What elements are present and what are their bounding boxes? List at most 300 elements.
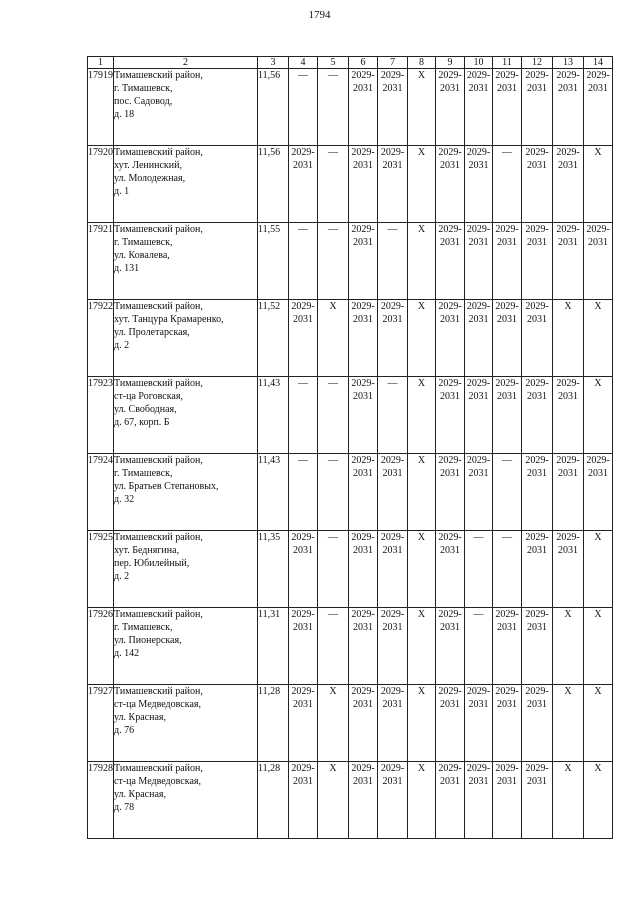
address-line: д. 32 (114, 494, 135, 505)
period-cell (349, 300, 378, 377)
address-line: пер. Юбилейный, (114, 558, 190, 569)
period-cell (465, 608, 493, 685)
address-line: ул. Красная, (114, 789, 166, 800)
period-value: 2029-2031 (495, 763, 519, 787)
period-cell (553, 300, 584, 377)
address-line: хут. Ленинский, (114, 160, 182, 171)
address-line: г. Тимашевск, (114, 622, 173, 633)
period-cell (378, 454, 408, 531)
period-value: — (328, 70, 338, 81)
period-value: — (328, 147, 338, 158)
period-cell (436, 300, 465, 377)
period-cell (349, 223, 378, 300)
period-value: X (564, 686, 572, 697)
table-row (88, 608, 613, 685)
period-cell (349, 531, 378, 608)
period-cell (584, 377, 613, 454)
period-value: 2029-2031 (351, 378, 375, 402)
address-cell (114, 762, 258, 839)
address-cell (114, 300, 258, 377)
period-value: 2029-2031 (556, 147, 580, 171)
period-cell (465, 685, 493, 762)
period-value: 2029-2031 (380, 686, 405, 710)
period-cell (349, 685, 378, 762)
row-number: 17926 (88, 608, 114, 685)
period-cell (318, 608, 349, 685)
column-header: 5 (318, 57, 349, 69)
period-value: 2029-2031 (525, 301, 549, 325)
period-cell (493, 146, 522, 223)
period-value: 2029-2031 (380, 532, 405, 556)
period-cell (318, 685, 349, 762)
period-value: 2029-2031 (495, 378, 519, 402)
period-value: 2029-2031 (495, 224, 519, 248)
column-header: 6 (349, 57, 378, 69)
table-row (88, 377, 613, 454)
column-header: 7 (378, 57, 408, 69)
address-line: хут. Танцура Крамаренко, (114, 314, 224, 325)
period-value: — (298, 224, 308, 235)
period-cell (289, 69, 318, 146)
column-header: 10 (465, 57, 493, 69)
period-cell (436, 531, 465, 608)
period-value: 2029-2031 (466, 763, 491, 787)
period-value: 2029-2031 (525, 763, 549, 787)
column-header: 9 (436, 57, 465, 69)
period-value: X (417, 686, 426, 697)
period-cell (289, 300, 318, 377)
period-cell (289, 223, 318, 300)
period-value: 2029-2031 (351, 532, 375, 556)
period-value: 2029-2031 (466, 147, 491, 171)
period-value: 2029-2031 (438, 301, 462, 325)
period-cell (408, 531, 436, 608)
period-value: X (594, 147, 602, 158)
address-line: Тимашевский район, (114, 532, 203, 543)
period-value: 2029-2031 (466, 70, 491, 94)
period-cell (522, 608, 553, 685)
period-cell (408, 300, 436, 377)
period-cell (318, 69, 349, 146)
period-value: 2029-2031 (466, 686, 491, 710)
column-header: 4 (289, 57, 318, 69)
address-line: пос. Садовод, (114, 96, 173, 107)
period-value: 2029-2031 (351, 147, 375, 171)
period-value: X (417, 455, 426, 466)
period-value: X (594, 609, 602, 620)
period-cell (584, 300, 613, 377)
period-value: 2029-2031 (466, 301, 491, 325)
period-cell (584, 69, 613, 146)
period-cell (378, 377, 408, 454)
area-cell: 11,52 (258, 300, 289, 377)
period-value: 2029-2031 (466, 224, 491, 248)
period-value: 2029-2031 (291, 609, 315, 633)
period-value: — (298, 70, 308, 81)
period-value: X (594, 532, 602, 543)
period-value: X (594, 301, 602, 312)
period-cell (318, 454, 349, 531)
period-value: X (329, 301, 337, 312)
address-line: д. 67, корп. Б (114, 417, 170, 428)
period-cell (493, 223, 522, 300)
table-row (88, 223, 613, 300)
period-cell (289, 608, 318, 685)
period-cell (465, 762, 493, 839)
period-value: 2029-2031 (438, 686, 462, 710)
period-cell (493, 685, 522, 762)
period-cell (408, 377, 436, 454)
address-line: Тимашевский район, (114, 224, 203, 235)
period-cell (553, 223, 584, 300)
table-row (88, 146, 613, 223)
header-row (88, 57, 613, 69)
period-value: X (564, 609, 572, 620)
row-number: 17927 (88, 685, 114, 762)
period-cell (349, 762, 378, 839)
period-cell (436, 608, 465, 685)
period-value: 2029-2031 (525, 455, 549, 479)
address-line: Тимашевский район, (114, 455, 203, 466)
row-number: 17922 (88, 300, 114, 377)
period-value: 2029-2031 (380, 609, 405, 633)
period-value: 2029-2031 (351, 70, 375, 94)
period-cell (318, 377, 349, 454)
period-value: 2029-2031 (380, 763, 405, 787)
period-cell (318, 762, 349, 839)
period-value: 2029-2031 (525, 70, 549, 94)
page-number: 1794 (308, 9, 331, 21)
period-cell (465, 146, 493, 223)
period-value: X (417, 763, 426, 774)
period-value: — (473, 532, 484, 543)
period-value: X (594, 686, 602, 697)
address-line: д. 78 (114, 802, 135, 813)
period-value: 2029-2031 (525, 224, 549, 248)
address-line: д. 18 (114, 109, 135, 120)
period-value: 2029-2031 (380, 70, 405, 94)
address-cell (114, 531, 258, 608)
period-cell (408, 454, 436, 531)
area-cell: 11,43 (258, 377, 289, 454)
period-value: 2029-2031 (291, 763, 315, 787)
period-cell (553, 69, 584, 146)
address-line: г. Тимашевск, (114, 83, 173, 94)
period-cell (378, 146, 408, 223)
period-cell (318, 223, 349, 300)
column-header: 3 (258, 57, 289, 69)
period-value: 2029-2031 (351, 455, 375, 479)
period-value: 2029-2031 (556, 378, 580, 402)
period-value: 2029-2031 (495, 686, 519, 710)
period-cell (522, 454, 553, 531)
address-line: ул. Братьев Степановых, (114, 481, 219, 492)
period-cell (465, 300, 493, 377)
period-value: 2029-2031 (586, 455, 610, 479)
period-cell (408, 762, 436, 839)
period-cell (289, 454, 318, 531)
period-cell (493, 608, 522, 685)
period-value: — (328, 455, 338, 466)
period-cell (522, 377, 553, 454)
period-cell (436, 69, 465, 146)
period-cell (349, 377, 378, 454)
period-cell (349, 69, 378, 146)
period-value: 2029-2031 (466, 378, 491, 402)
period-value: 2029-2031 (586, 70, 610, 94)
area-cell: 11,28 (258, 762, 289, 839)
address-line: д. 1 (114, 186, 130, 197)
period-value: 2029-2031 (351, 763, 375, 787)
period-value: 2029-2031 (556, 224, 580, 248)
period-value: 2029-2031 (556, 455, 580, 479)
column-header: 12 (522, 57, 553, 69)
period-value: — (502, 455, 512, 466)
period-value: 2029-2031 (438, 378, 462, 402)
period-cell (378, 531, 408, 608)
row-number: 17928 (88, 762, 114, 839)
period-value: — (328, 609, 338, 620)
period-value: X (417, 532, 426, 543)
address-line: ул. Молодежная, (114, 173, 186, 184)
period-value: — (298, 455, 308, 466)
period-cell (522, 69, 553, 146)
period-cell (349, 454, 378, 531)
table-row (88, 762, 613, 839)
address-cell (114, 685, 258, 762)
period-value: 2029-2031 (380, 301, 405, 325)
period-value: 2029-2031 (380, 455, 405, 479)
address-line: ст-ца Медведовская, (114, 776, 201, 787)
address-line: д. 131 (114, 263, 140, 274)
period-value: 2029-2031 (525, 609, 549, 633)
period-value: 2029-2031 (351, 301, 375, 325)
period-value: X (417, 224, 426, 235)
period-cell (318, 146, 349, 223)
period-cell (318, 300, 349, 377)
address-line: Тимашевский район, (114, 763, 203, 774)
period-value: X (417, 147, 426, 158)
row-number: 17920 (88, 146, 114, 223)
period-value: 2029-2031 (438, 224, 462, 248)
period-cell (522, 146, 553, 223)
address-line: Тимашевский район, (114, 686, 203, 697)
period-cell (349, 146, 378, 223)
period-cell (408, 69, 436, 146)
period-value: — (473, 609, 484, 620)
period-value: 2029-2031 (556, 532, 580, 556)
row-number: 17925 (88, 531, 114, 608)
area-cell: 11,28 (258, 685, 289, 762)
period-cell (522, 223, 553, 300)
period-value: X (417, 301, 426, 312)
period-cell (289, 685, 318, 762)
period-cell (408, 685, 436, 762)
period-cell (408, 608, 436, 685)
period-value: 2029-2031 (291, 686, 315, 710)
table-row (88, 300, 613, 377)
period-value: 2029-2031 (525, 686, 549, 710)
period-value: — (328, 532, 338, 543)
period-cell (584, 685, 613, 762)
table-row (88, 69, 613, 146)
period-cell (584, 223, 613, 300)
period-cell (553, 454, 584, 531)
column-header: 8 (408, 57, 436, 69)
period-cell (349, 608, 378, 685)
period-value: — (387, 224, 398, 235)
period-cell (289, 146, 318, 223)
address-line: Тимашевский район, (114, 70, 203, 81)
period-value: 2029-2031 (438, 455, 462, 479)
period-cell (465, 223, 493, 300)
period-value: 2029-2031 (525, 147, 549, 171)
period-cell (408, 223, 436, 300)
table-row (88, 454, 613, 531)
period-value: — (298, 378, 308, 389)
period-cell (522, 531, 553, 608)
address-line: хут. Беднягина, (114, 545, 180, 556)
period-value: 2029-2031 (438, 147, 462, 171)
period-cell (553, 762, 584, 839)
address-line: Тимашевский район, (114, 301, 203, 312)
period-value: 2029-2031 (525, 532, 549, 556)
row-number: 17924 (88, 454, 114, 531)
period-value: 2029-2031 (586, 224, 610, 248)
period-cell (493, 69, 522, 146)
period-cell (493, 377, 522, 454)
period-value: 2029-2031 (466, 455, 491, 479)
address-cell (114, 608, 258, 685)
period-cell (378, 608, 408, 685)
period-value: 2029-2031 (525, 378, 549, 402)
period-cell (584, 762, 613, 839)
address-cell (114, 223, 258, 300)
period-value: X (594, 378, 602, 389)
period-cell (493, 300, 522, 377)
address-cell (114, 146, 258, 223)
period-value: 2029-2031 (351, 224, 375, 248)
period-value: 2029-2031 (291, 301, 315, 325)
period-cell (436, 685, 465, 762)
period-value: 2029-2031 (495, 609, 519, 633)
period-cell (436, 223, 465, 300)
period-value: 2029-2031 (351, 686, 375, 710)
period-value: X (417, 378, 426, 389)
area-cell: 11,56 (258, 69, 289, 146)
period-cell (553, 685, 584, 762)
area-cell: 11,43 (258, 454, 289, 531)
period-value: X (329, 686, 337, 697)
period-cell (465, 69, 493, 146)
period-cell (522, 300, 553, 377)
row-number: 17919 (88, 69, 114, 146)
address-line: Тимашевский район, (114, 147, 203, 158)
address-line: ул. Пионерская, (114, 635, 182, 646)
period-cell (378, 300, 408, 377)
row-number: 17921 (88, 223, 114, 300)
period-cell (465, 454, 493, 531)
period-cell (289, 377, 318, 454)
period-cell (522, 762, 553, 839)
address-line: ул. Ковалева, (114, 250, 170, 261)
period-value: 2029-2031 (291, 147, 315, 171)
period-value: X (417, 609, 426, 620)
table-row (88, 531, 613, 608)
period-cell (318, 531, 349, 608)
period-cell (465, 531, 493, 608)
period-cell (553, 146, 584, 223)
address-line: д. 2 (114, 340, 130, 351)
period-value: — (328, 378, 338, 389)
period-cell (584, 531, 613, 608)
column-header: 11 (493, 57, 522, 69)
column-header: 1 (88, 57, 114, 69)
table-row (88, 685, 613, 762)
period-cell (465, 377, 493, 454)
period-cell (408, 146, 436, 223)
address-line: г. Тимашевск, (114, 468, 173, 479)
period-value: — (328, 224, 338, 235)
period-cell (584, 146, 613, 223)
period-cell (289, 762, 318, 839)
period-cell (553, 377, 584, 454)
period-value: — (387, 378, 398, 389)
registry-table (87, 56, 613, 839)
column-header: 2 (114, 57, 258, 69)
period-cell (436, 762, 465, 839)
period-cell (584, 608, 613, 685)
period-value: X (329, 763, 337, 774)
address-line: д. 76 (114, 725, 135, 736)
address-cell (114, 69, 258, 146)
address-line: Тимашевский район, (114, 378, 203, 389)
period-value: X (417, 70, 426, 81)
period-value: 2029-2031 (438, 609, 462, 633)
period-value: 2029-2031 (291, 532, 315, 556)
period-cell (493, 531, 522, 608)
period-cell (493, 454, 522, 531)
address-line: ст-ца Медведовская, (114, 699, 201, 710)
period-value: 2029-2031 (495, 70, 519, 94)
period-cell (289, 531, 318, 608)
period-value: X (564, 763, 572, 774)
table-body (88, 57, 613, 839)
address-line: ул. Красная, (114, 712, 166, 723)
address-line: ул. Пролетарская, (114, 327, 190, 338)
period-cell (436, 146, 465, 223)
period-value: 2029-2031 (438, 763, 462, 787)
period-cell (493, 762, 522, 839)
area-cell: 11,56 (258, 146, 289, 223)
period-cell (378, 762, 408, 839)
area-cell: 11,35 (258, 531, 289, 608)
period-cell (378, 69, 408, 146)
period-value: 2029-2031 (495, 301, 519, 325)
period-cell (436, 454, 465, 531)
period-value: 2029-2031 (556, 70, 580, 94)
period-value: X (564, 301, 572, 312)
address-line: д. 142 (114, 648, 140, 659)
period-cell (584, 454, 613, 531)
period-value: 2029-2031 (438, 532, 462, 556)
period-cell (378, 685, 408, 762)
period-cell (553, 608, 584, 685)
address-line: Тимашевский район, (114, 609, 203, 620)
period-value: — (502, 532, 512, 543)
period-value: 2029-2031 (438, 70, 462, 94)
address-line: г. Тимашевск, (114, 237, 173, 248)
